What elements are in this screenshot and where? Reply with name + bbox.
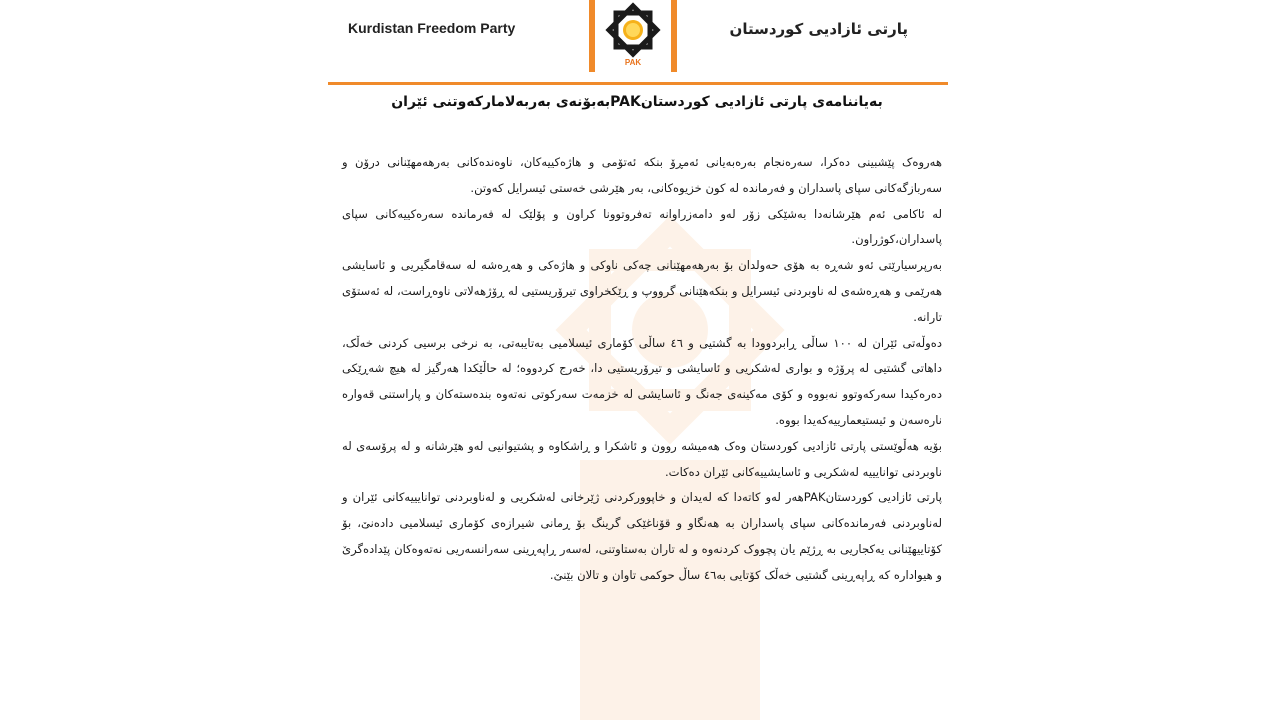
statement-paragraph: بۆیە هەڵوێستی پارتی ئازادیی کوردستان وەک هەمیشە روون و ئاشکرا و ڕاشکاوە و پشتیوانیی لەو هێرشانە و لە پرۆسەی لە ناوبردنی توانایییە لەشکریی و ئاسایشییەکانی ئێران دەکات. [342, 438, 942, 479]
pak-logo-icon [586, 0, 680, 72]
party-name-english: Kurdistan Freedom Party [348, 20, 516, 36]
statement-paragraph: بەرپرسیارێتی ئەو شەڕە بە هۆی حەولدان بۆ بەرهەمهێنانی چەکی ناوکی و هاژەکی و هەڕەشە لە سەقامگیریی و ئاسایشی هەرێمی و هەڕەشەی لە ناوبردنی ئیسرایل و بنکەهێنانی گرووپ و ڕێکخراوی تیرۆریستیی لە ڕۆژهەلاتی ناوەڕاست، لە ئەستۆی تارانە. [342, 258, 942, 324]
party-name-kurdish: پارتی ئازادیی کوردستان [729, 20, 908, 38]
statement-paragraph: دەوڵەتی ئێران لە ١٠٠ ساڵی ڕابردوودا بە گشتیی و ٤٦ ساڵی کۆماری ئیسلامیی بەتایبەتی، بە نرخی برسیی کردنی خەڵک، داهاتی گشتیی لە پرۆژە و بواری لەشکریی و ئاسایشی و تیرۆریستیی دا، خەرج کردووە؛ لە حاڵێکدا هەرگیز لە هیچ شەڕێکی دەرەکیدا سەرکەوتوو نەبووە و کۆی مەکینەی جەنگ و ئاسایشی لە خزمەت سەرکوتی نەتەوە بندەستەکان و پاراستنی قەوارە نارەسەن و ئیستیعمارییەکەیدا بووە. [342, 335, 942, 427]
logo-abbreviation: PAK [624, 58, 642, 67]
document-title: بەیاننامەی پارتی ئازادیی کوردستانPAKبەبۆنەی بەربەلامارکەوتنی ئێران [391, 94, 883, 110]
statement-paragraph: لە ئاکامی ئەم هێرشانەدا بەشێکی زۆر لەو دامەزراوانە تەفروتوونا کراون و پۆلێک لە فەرماندە سەرەکییەکانی سپای پاسداران،کوژراون. [342, 206, 942, 247]
statement-body [342, 150, 942, 589]
statement-paragraph: هەروەک پێشبینی دەکرا، سەرەنجام بەرەبەیانی ئەمڕۆ بنکە ئەتۆمی و هاژەکییەکان، ناوەندەکانی بەرهەمهێنانی درۆن و سەربازگەکانی سپای پاسداران و فەرماندە لە کون خزیوەکانی، بەر هێرشی خەستی ئیسرایل کەوتن. [342, 155, 942, 195]
letterhead [328, 0, 948, 86]
header-divider [328, 82, 948, 85]
statement-paragraph: پارتی ئازادیی کوردستانPAKهەر لەو کاتەدا کە لەیدان و خاپوورکردنی ژێرخانی لەشکریی و لەناوبردنی توانایییەکانی ئێران و لەناوبردنی فەرماندەکانی سپای پاسداران بە هەنگاو و قۆناغێکی گرینگ بۆ ڕمانی شیرازەی کۆماری ئیسلامیی دادەنێ، بۆ کۆتاییهێنانی یەکجاریی بە ڕژێم یان پچووک کردنەوە و لە تاران بەستاوتنی، لەسەر ڕاپەڕینی سەرانسەریی نەتەوەکان پێدادەگرێ و هیواداره کە ڕاپەڕینی گشتیی خەڵک کۆتایی بە٤٦ ساڵ حوکمی تاوان و تالان بێنێ. [342, 490, 943, 582]
